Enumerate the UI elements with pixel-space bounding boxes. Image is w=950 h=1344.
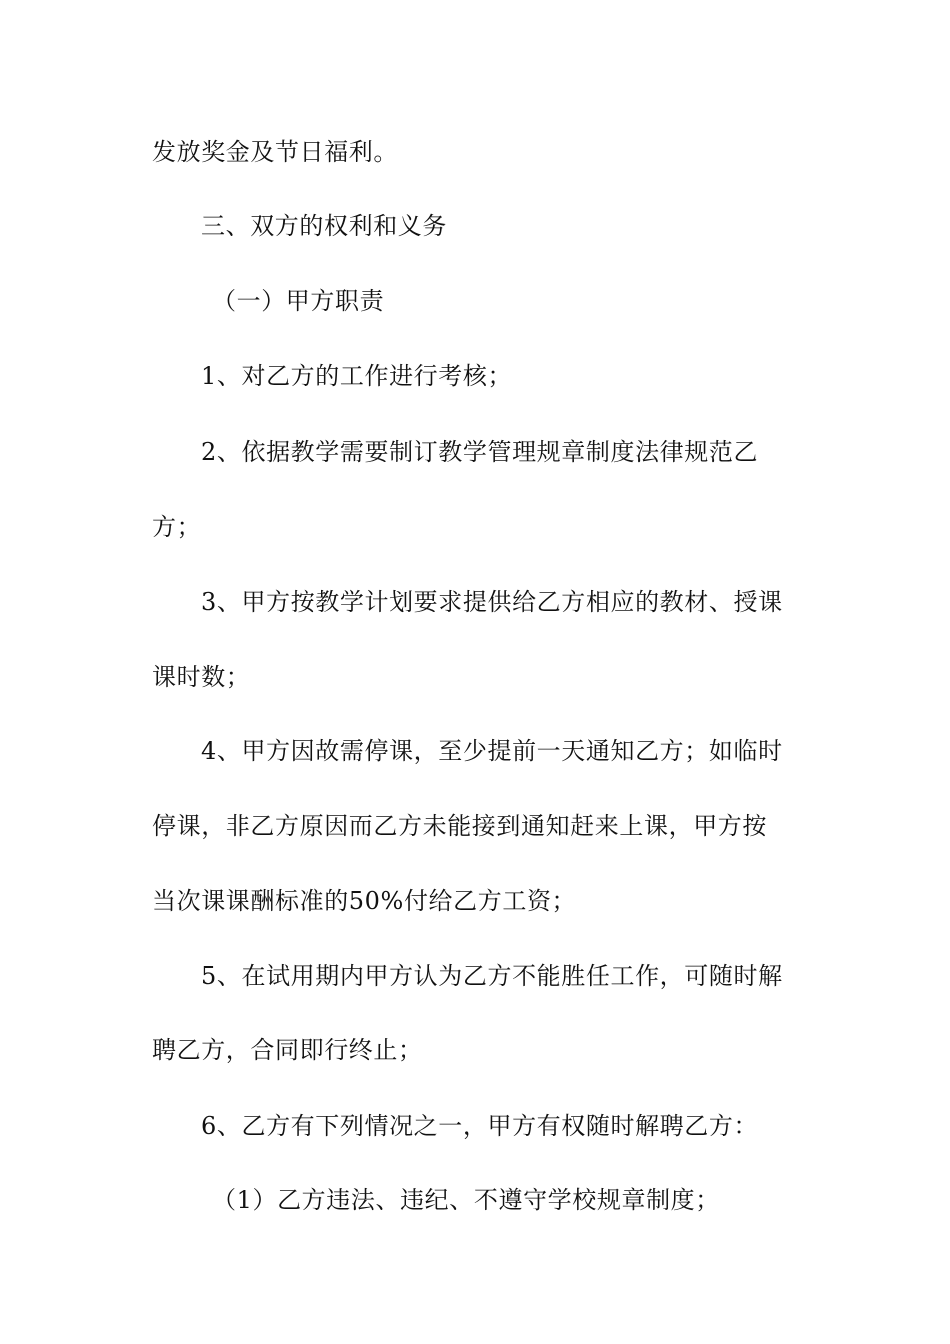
list-item-3: 3、甲方按教学计划要求提供给乙方相应的教材、授课 xyxy=(201,588,783,616)
section-heading: 三、双方的权利和义务 xyxy=(201,212,447,240)
list-item-6: 6、乙方有下列情况之一，甲方有权随时解聘乙方： xyxy=(201,1112,759,1140)
sub-item-1: （1）乙方违法、违纪、不遵守学校规章制度； xyxy=(212,1186,720,1214)
list-item-4-continued-2: 当次课课酬标准的50%付给乙方工资； xyxy=(152,887,577,915)
list-item-1: 1、对乙方的工作进行考核； xyxy=(201,362,513,390)
list-item-3-continued: 课时数； xyxy=(152,663,251,691)
list-item-2-continued: 方； xyxy=(152,513,202,541)
subsection-heading: （一）甲方职责 xyxy=(212,287,385,315)
list-item-5: 5、在试用期内甲方认为乙方不能胜任工作，可随时解 xyxy=(201,962,783,990)
list-item-2: 2、依据教学需要制订教学管理规章制度法律规范乙 xyxy=(201,438,759,466)
list-item-4: 4、甲方因故需停课，至少提前一天通知乙方；如临时 xyxy=(201,737,783,765)
paragraph-continuation: 发放奖金及节日福利。 xyxy=(152,138,398,166)
list-item-4-continued-1: 停课，非乙方原因而乙方未能接到通知赶来上课，甲方按 xyxy=(152,812,767,840)
list-item-5-continued: 聘乙方，合同即行终止； xyxy=(152,1036,423,1064)
